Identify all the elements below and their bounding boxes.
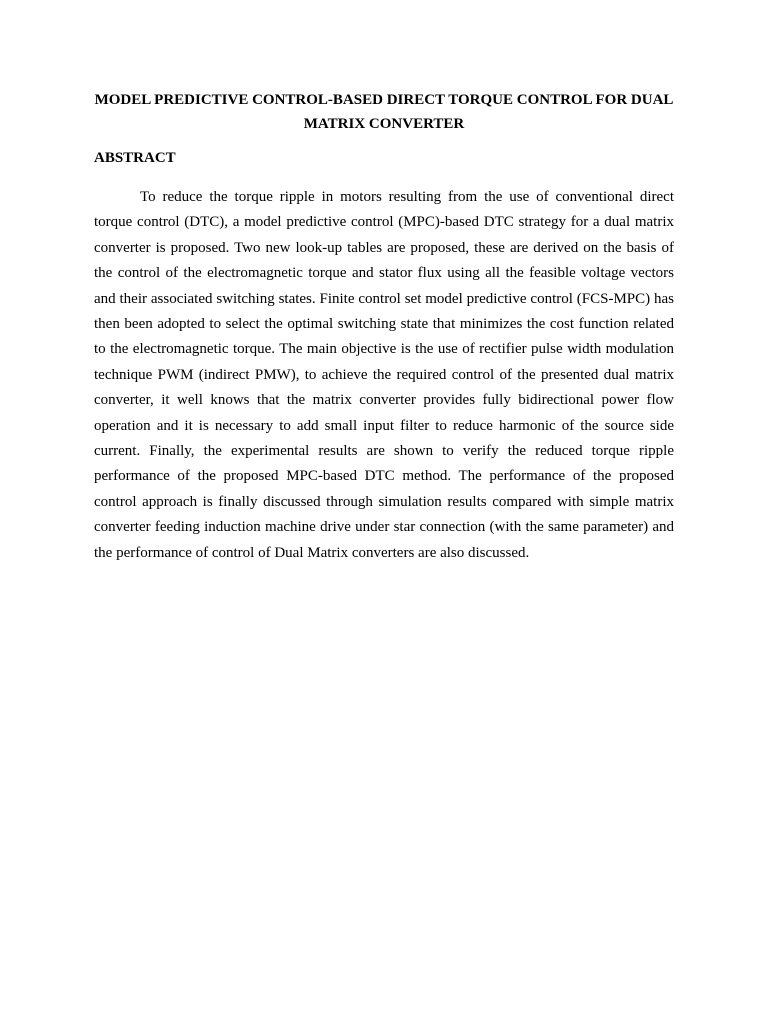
- abstract-paragraph: To reduce the torque ripple in motors resulting from the use of conventional direct torque control (DTC), a model predictive control (MPC)-based DTC strategy for a dual matrix converter is proposed. Two new look-up tables are proposed, these are derived on the basis of the control of the electromagnetic torque and stator flux using all the feasible voltage vectors and their associated switching states. Finite control set model predictive control (FCS-MPC) has then been adopted to select the optimal switching state that minimizes the cost function related to the electromagnetic torque. The main objective is the use of rectifier pulse width modulation technique PWM (indirect PMW), to achieve the required control of the presented dual matrix converter, it well knows that the matrix converter provides fully bidirectional power flow operation and it is necessary to add small input filter to reduce harmonic of the source side current. Finally, the experimental results are shown to verify the reduced torque ripple performance of the proposed MPC-based DTC method. The performance of the proposed control approach is finally discussed through simulation results compared with simple matrix converter feeding induction machine drive under star connection (with the same parameter) and the performance of control of Dual Matrix converters are also discussed.: [94, 189, 674, 561]
- abstract-heading: ABSTRACT: [94, 150, 176, 166]
- document-title: MODEL PREDICTIVE CONTROL-BASED DIRECT TORQUE CONTROL FOR DUAL MATRIX CONVERTER: [94, 92, 674, 132]
